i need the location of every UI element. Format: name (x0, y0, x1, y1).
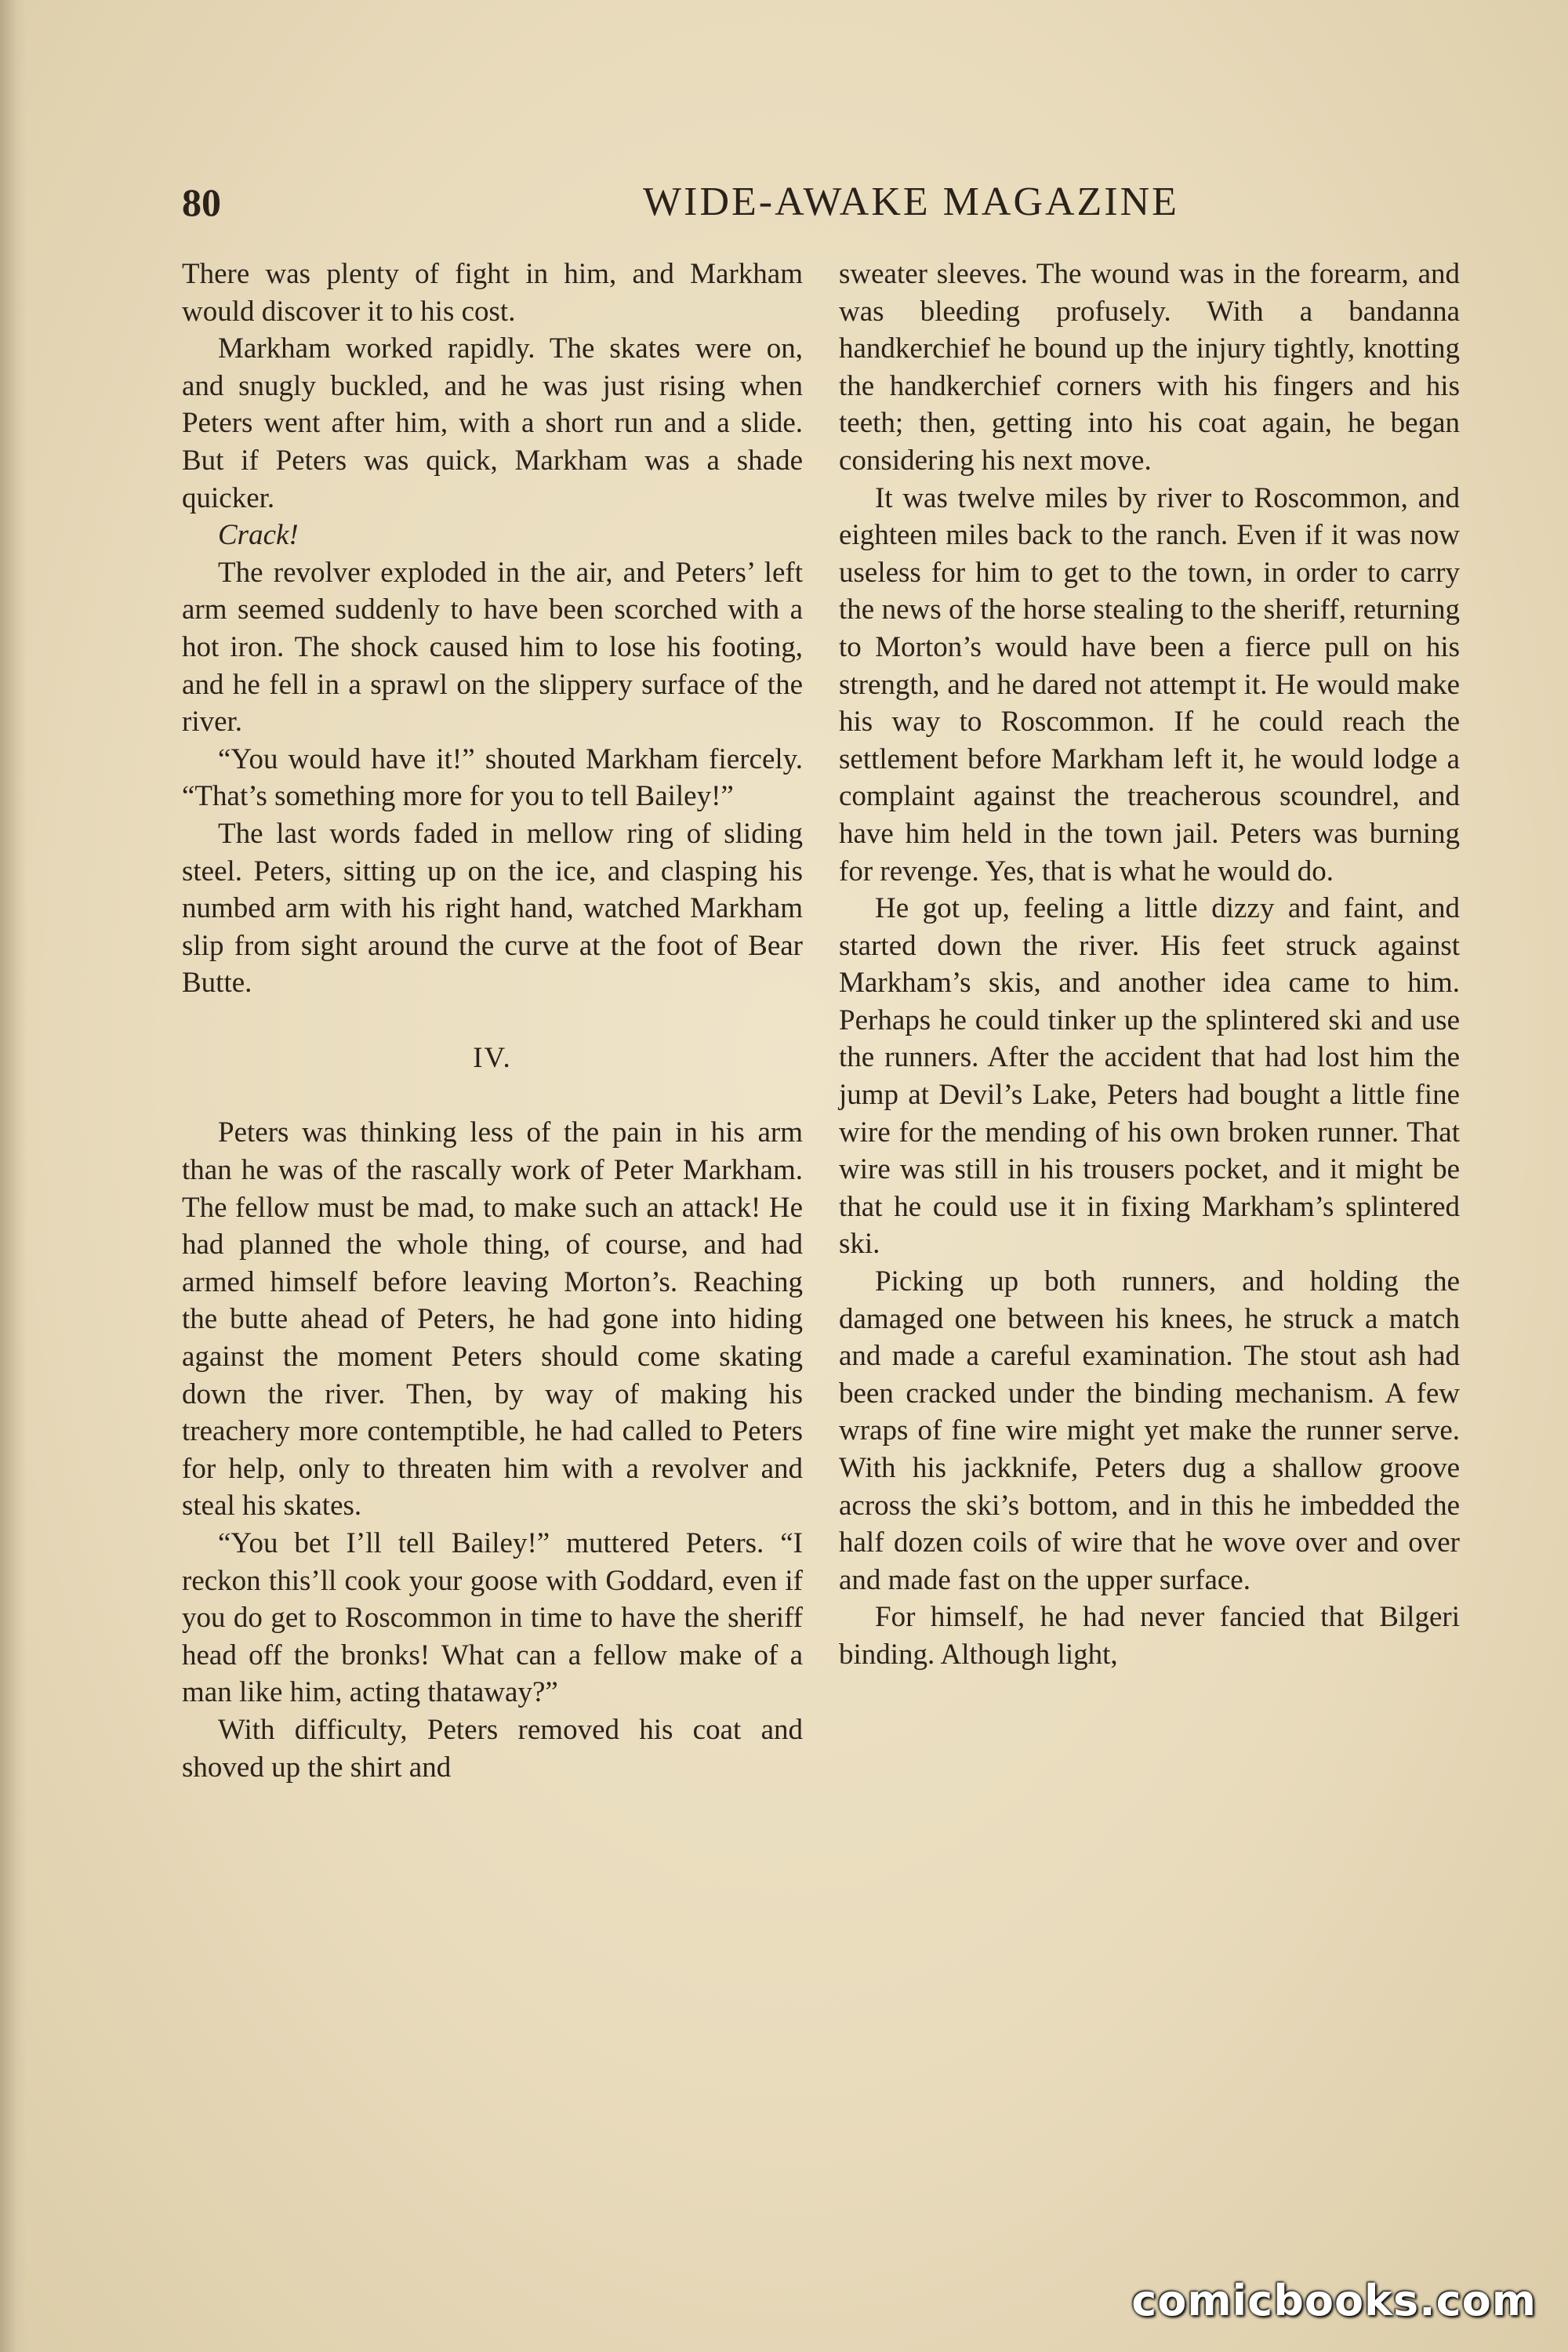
paragraph: He got up, feeling a little dizzy and faint, and started down the river. His feet struck against Markham’s skis, and another idea came to him. Perhaps he could tinker up the splintered ski and use the runners. After the accident that had lost him the jump at Devil’s Lake, Peters had bought a little fine wire for the mending of his own broken runner. That wire was still in his trousers pocket, and it might be that he could use it in fixing Markham’s splintered ski. (839, 892, 1460, 1261)
running-title: WIDE-AWAKE MAGAZINE (643, 180, 1179, 224)
paragraph: sweater sleeves. The wound was in the forearm, and was bleeding profusely. With a bandanna handkerchief he bound up the injury tightly, knotting the handkerchief corners with his fingers and his teeth; then, getting into his coat again, he began considering his next move. (839, 258, 1460, 477)
paragraph: Picking up both runners, and holding the damaged one between his knees, he struck a match and made a careful examination. The stout ash had been cracked under the binding mechanism. A few wraps of fine wire might yet make the runner serve. With his jackknife, Peters dug a shallow groove across the ski’s bottom, and in this he imbedded the half dozen coils of wire that he wove over and over and made fast on the upper surface. (839, 1265, 1460, 1596)
page-number: 80 (182, 180, 221, 224)
paragraph: “You would have it!” shouted Markham fiercely. “That’s something more for you to tell Bailey!” (182, 742, 803, 813)
section-heading: IV. (473, 1041, 512, 1074)
right-column (839, 256, 1460, 1674)
page-header (182, 174, 1515, 237)
paragraph: There was plenty of fight in him, and Markham would discover it to his cost. (182, 258, 803, 328)
paragraph-exclamation: Crack! (218, 519, 299, 552)
paragraph: The last words faded in mellow ring of sliding steel. Peters, sitting up on the ice, and clasping his numbed arm with his right hand, watched Markham slip from sight around the curve at the foot of Bear Butte. (182, 817, 803, 1000)
paragraph: Markham worked rapidly. The skates were on, and snugly buckled, and he was just rising when Peters went after him, with a short run and a slide. But if Peters was quick, Markham was a shade quicker. (182, 332, 803, 514)
paragraph: The revolver exploded in the air, and Peters’ left arm seemed suddenly to have been scorched with a hot iron. The shock caused him to lose his footing, and he fell in a sprawl on the slippery surface of the river. (182, 556, 803, 739)
paragraph: It was twelve miles by river to Roscommon, and eighteen miles back to the ranch. Even if it was now useless for him to get to the town, in order to carry the news of the horse stealing to the sheriff, returning to Morton’s would have been a fierce pull on his strength, and he dared not attempt it. He would make his way to Roscommon. If he could reach the settlement before Markham left it, he would lodge a complaint against the treacherous scoundrel, and have him held in the town jail. Peters was burning for revenge. Yes, that is what he would do. (839, 481, 1460, 887)
paragraph: With difficulty, Peters removed his coat and shoved up the shirt and (182, 1713, 803, 1784)
paragraph: “You bet I’ll tell Bailey!” muttered Peters. “I reckon this’ll cook your goose with Goddard, even if you do get to Roscommon in time to have the sheriff head off the bronks! What can a fellow make of a man like him, acting thataway?” (182, 1527, 803, 1709)
paragraph: For himself, he had never fancied that Bilgeri binding. Although light, (839, 1601, 1460, 1671)
left-column (182, 256, 803, 1786)
page-binding-edge (0, 0, 27, 2352)
site-watermark: comicbooks.com (1131, 2276, 1537, 2325)
paragraph: Peters was thinking less of the pain in his arm than he was of the rascally work of Peter Markham. The fellow must be mad, to make such an attack! He had planned the whole thing, of course, and had armed himself before leaving Morton’s. Reaching the butte ahead of Peters, he had gone into hiding against the moment Peters should come skating down the river. Then, by way of making his treachery more contemptible, he had called to Peters for help, only to threaten him with a revolver and steal his skates. (182, 1116, 803, 1523)
